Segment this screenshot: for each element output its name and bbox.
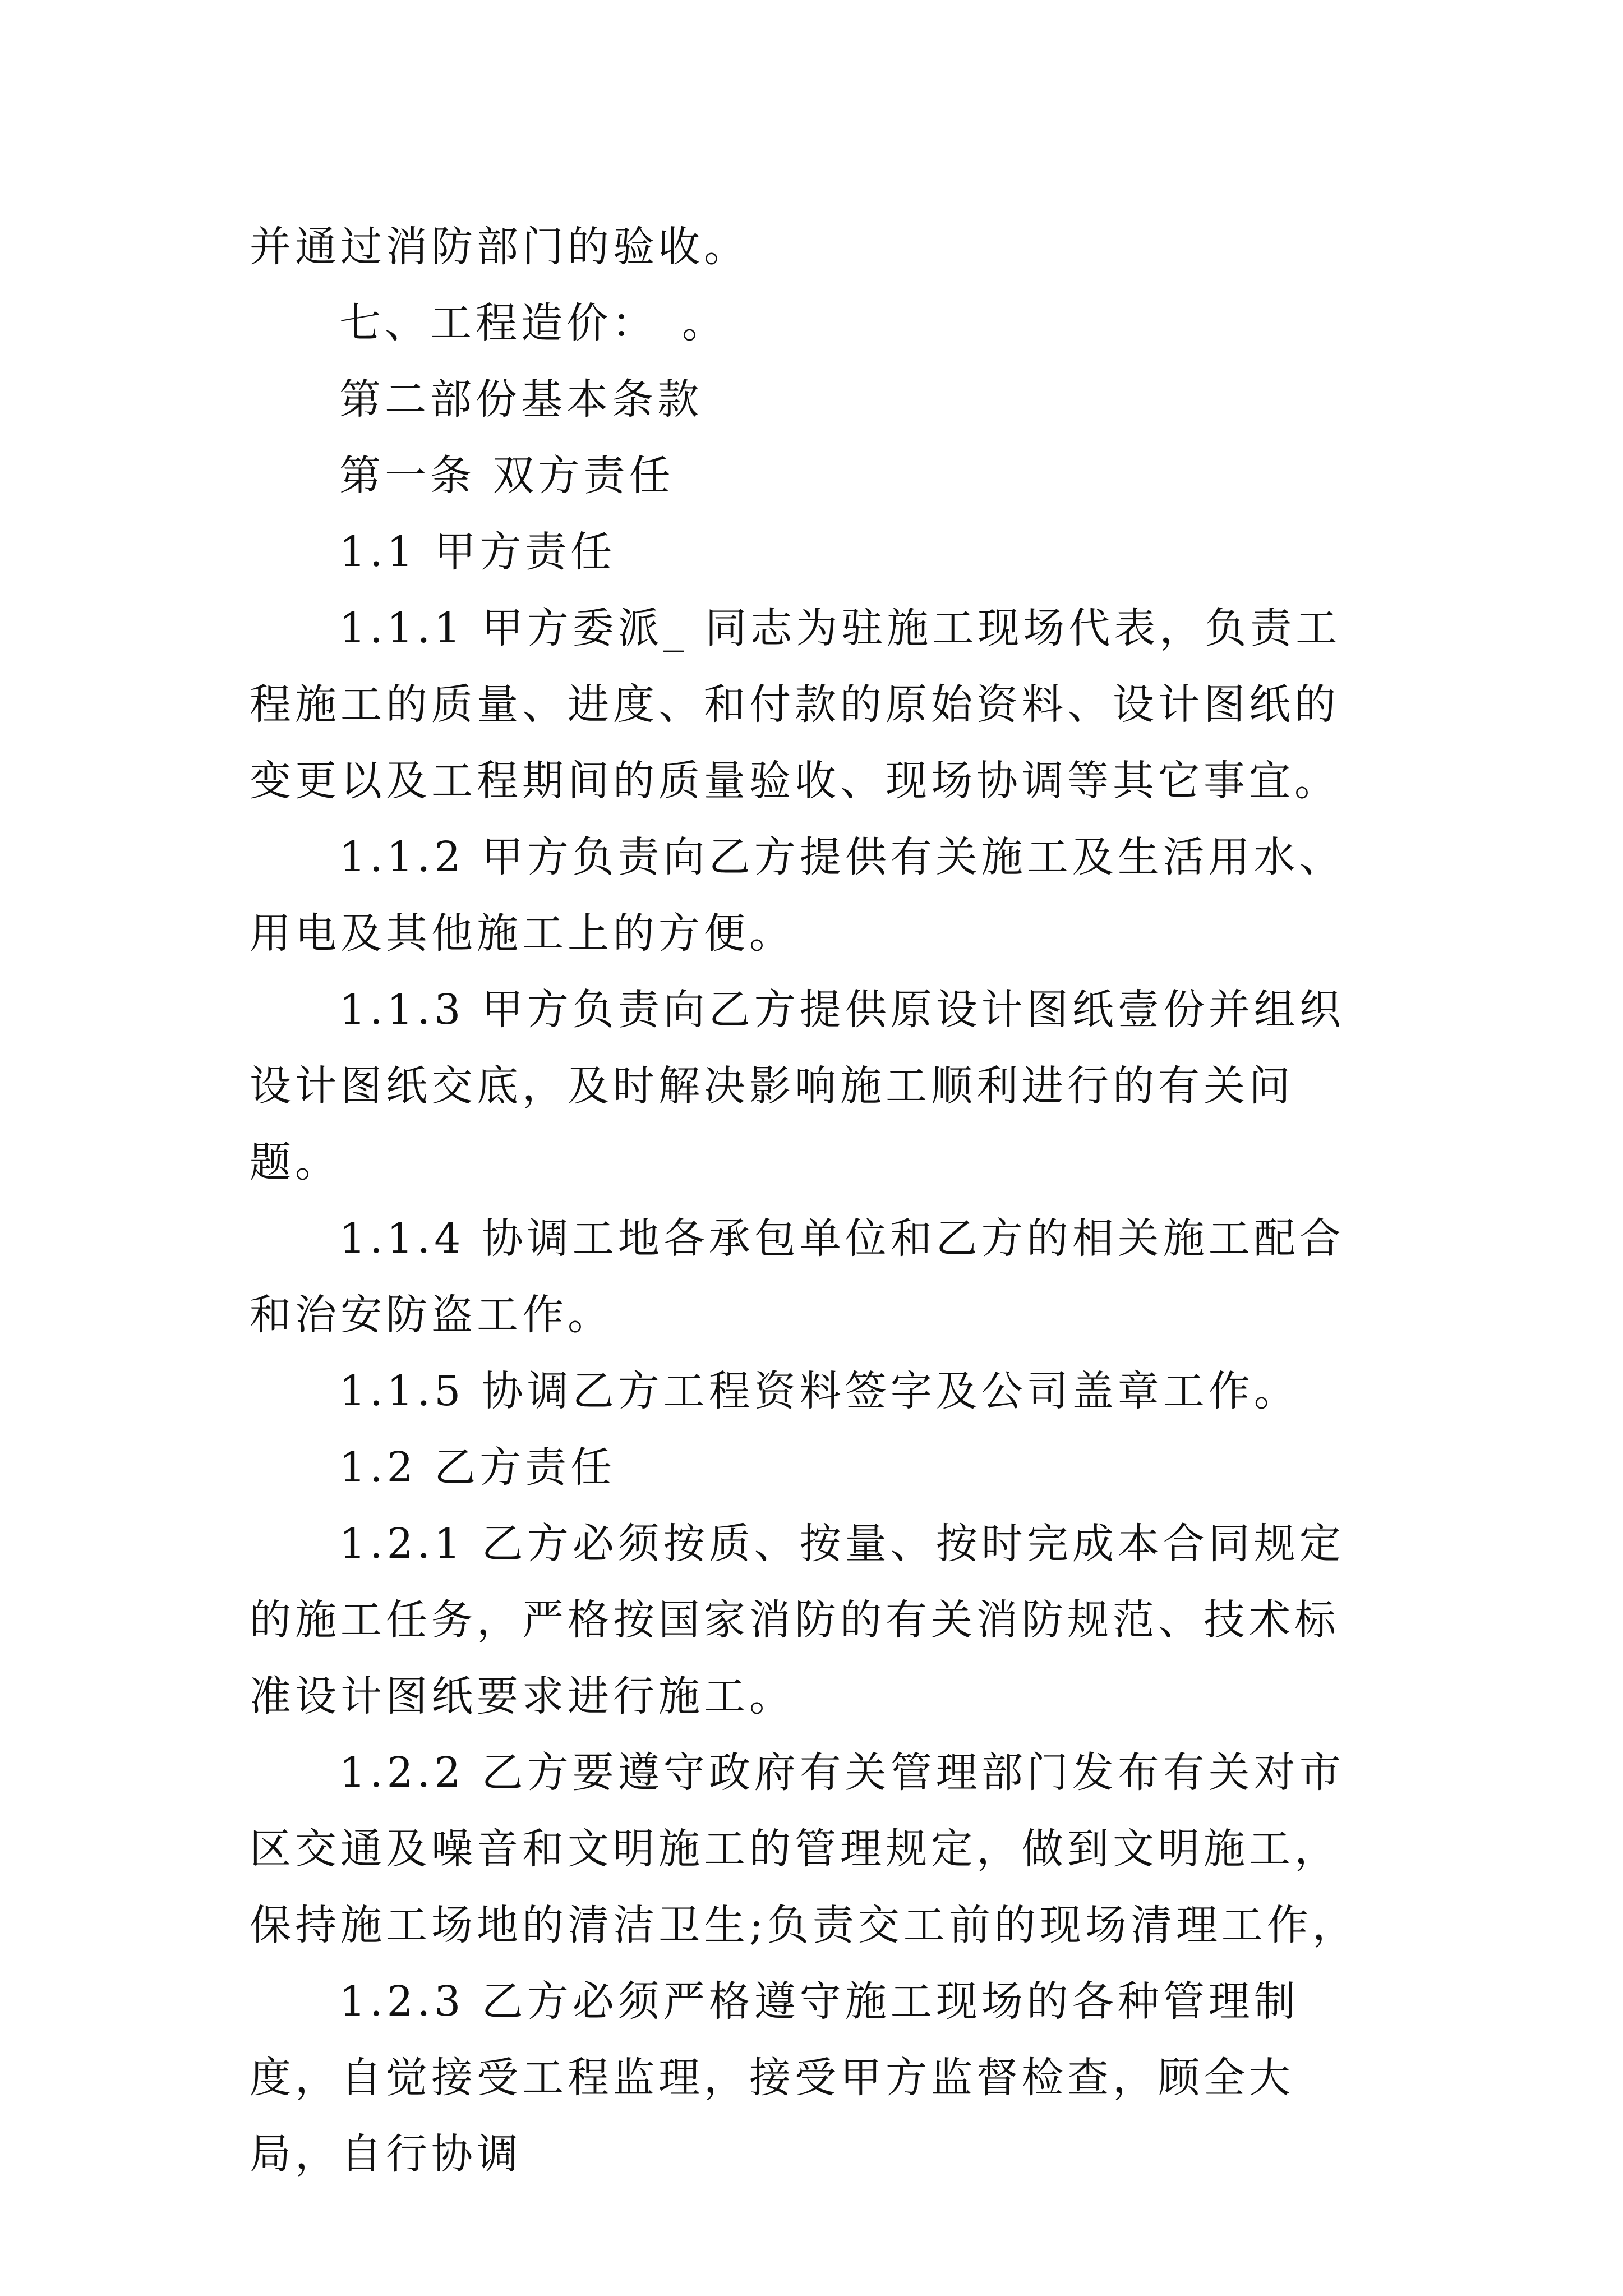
clause-1-2-3: 1.2.3 乙方必须严格遵守施工现场的各种管理制度，自觉接受工程监理，接受甲方监督检查，顾全大局，自行协调 [250,1977,1299,2178]
article-heading-responsibilities: 第一条 双方责任 [339,452,675,500]
clause-heading-party-a: 1.1 甲方责任 [339,528,616,576]
clause-1-1-2: 1.1.2 甲方负责向乙方提供有关施工及生活用水、用电及其他施工上的方便。 [250,833,1345,958]
paragraph-continuation: 并通过消防部门的验收。 [250,223,749,271]
section-heading-basic-terms: 第二部份基本条款 [339,375,703,424]
clause-1-1-4: 1.1.4 协调工地各承包单位和乙方的相关施工配合和治安防盗工作。 [250,1214,1345,1339]
clause-1-2-2: 1.2.2 乙方要遵守政府有关管理部门发布有关对市区交通及噪音和文明施工的管理规定，做到文明施工，保持施工场地的清洁卫生;负责交工前的现场清理工作， [250,1749,1358,1949]
clause-1-1-5: 1.1.5 协调乙方工程资料签字及公司盖章工作。 [339,1367,1299,1415]
clause-1-2-1: 1.2.1 乙方必须按质、按量、按时完成本合同规定的施工任务，严格按国家消防的有关消防规范、技术标准设计图纸要求进行施工。 [250,1520,1345,1720]
document-body [250,209,1382,2192]
clause-1-1-3: 1.1.3 甲方负责向乙方提供原设计图纸壹份并组织设计图纸交底，及时解决影响施工顺利进行的有关问题。 [250,986,1345,1186]
clause-heading-party-b: 1.2 乙方责任 [339,1443,616,1492]
clause-1-1-1: 1.1.1 甲方委派_ 同志为驻施工现场代表，负责工程施工的质量、进度、和付款的原始资料、设计图纸的变更以及工程期间的质量验收、现场协调等其它事宜。 [250,604,1341,805]
paragraph-project-cost: 七、工程造价： 。 [339,299,727,347]
